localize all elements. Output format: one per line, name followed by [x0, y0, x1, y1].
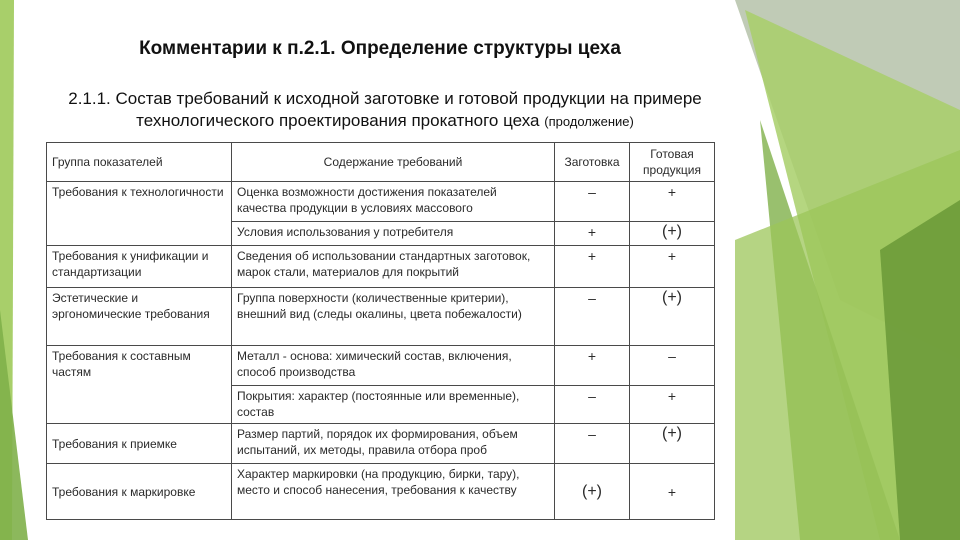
product-mark: (+) — [630, 288, 715, 346]
slide-title: Комментарии к п.2.1. Определение структуры цеха — [139, 38, 621, 59]
group-cell: Требования к технологичности — [47, 182, 232, 246]
content-cell: Характер маркировки (на продукцию, бирки, тару), место и способ нанесения, требования к качеству — [232, 464, 555, 520]
group-cell: Требования к маркировке — [47, 464, 232, 520]
content-cell: Группа поверхности (количественные критерии), внешний вид (следы окалины, цвета побежалости) — [232, 288, 555, 346]
table-row — [47, 182, 715, 222]
product-mark: + — [630, 182, 715, 222]
content-cell: Условия использования у потребителя — [232, 222, 555, 246]
table-row — [47, 246, 715, 288]
header-content: Содержание требований — [232, 143, 555, 182]
content-cell: Металл - основа: химический состав, включения, способ производства — [232, 346, 555, 386]
subtitle-line-1: 2.1.1. Состав требований к исходной заготовке и готовой продукции на примере — [68, 89, 702, 108]
group-cell: Требования к унификации и стандартизации — [47, 246, 232, 288]
product-mark: (+) — [630, 222, 715, 246]
header-group: Группа показателей — [47, 143, 232, 182]
blank-mark: – — [555, 288, 630, 346]
slide-subtitle — [0, 88, 770, 133]
blank-mark: + — [555, 222, 630, 246]
content-cell: Размер партий, порядок их формирования, объем испытаний, их методы, правила отбора проб — [232, 424, 555, 464]
table-row — [47, 424, 715, 464]
product-mark: – — [630, 346, 715, 386]
blank-mark: – — [555, 424, 630, 464]
requirements-table — [46, 142, 715, 520]
group-cell: Эстетические и эргономические требования — [47, 288, 232, 346]
product-mark: + — [630, 386, 715, 424]
blank-mark: + — [555, 346, 630, 386]
product-mark: (+) — [630, 424, 715, 464]
green-triangle-left-low — [0, 310, 28, 540]
blank-mark: + — [555, 246, 630, 288]
subtitle-line-2 — [0, 110, 770, 133]
blank-mark: – — [555, 386, 630, 424]
header-product: Готовая продукция — [630, 143, 715, 182]
table-row — [47, 288, 715, 346]
subtitle-note: (продолжение) — [544, 114, 634, 129]
group-cell: Требования к приемке — [47, 424, 232, 464]
product-mark: + — [630, 464, 715, 520]
table-row — [47, 346, 715, 386]
table-header-row — [47, 143, 715, 182]
content-cell: Оценка возможности достижения показателей качества продукции в условиях массового — [232, 182, 555, 222]
group-cell: Требования к составным частям — [47, 346, 232, 424]
product-mark: + — [630, 246, 715, 288]
content-cell: Покрытия: характер (постоянные или временные), состав — [232, 386, 555, 424]
header-blank: Заготовка — [555, 143, 630, 182]
subtitle-line-2-text: технологического проектирования прокатного цеха — [136, 111, 540, 130]
table-row — [47, 464, 715, 520]
content-cell: Сведения об использовании стандартных заготовок, марок стали, материалов для покрытий — [232, 246, 555, 288]
blank-mark: (+) — [555, 464, 630, 520]
blank-mark: – — [555, 182, 630, 222]
